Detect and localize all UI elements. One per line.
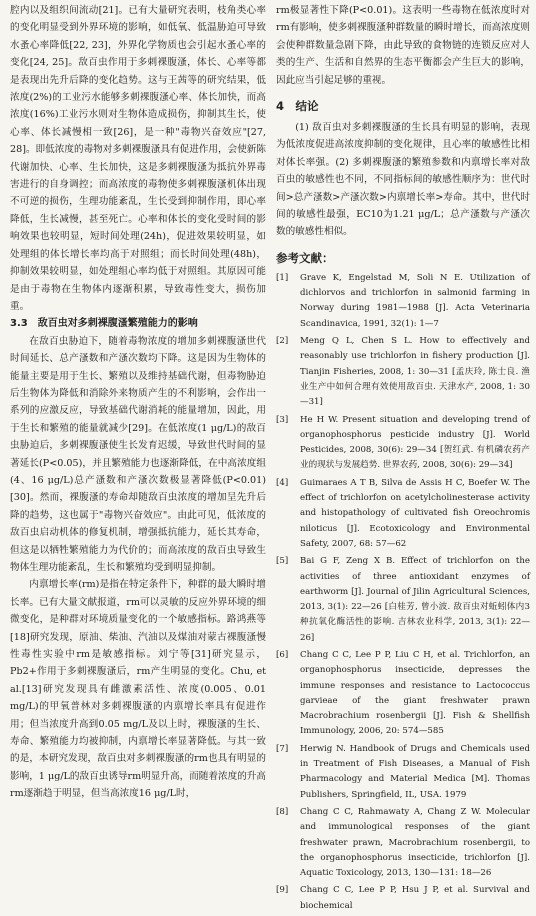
reference-text: Grave K, Engelstad M, Soli N E. Utilization of dichlorvos and trichlorfon in salmonid farming in Norway during 1981—1988 [J]. Acta Veterinaria Scandinavica, 1991, 32(1): 1—7 [300, 272, 530, 329]
references-heading: 参考文献： [276, 250, 334, 265]
left-column [10, 2, 266, 803]
reference-text: Guimaraes A T B, Silva de Assis H C, Boefer W. The effect of trichlorfon on acetylcholinesterase activity and histopathology of cultivated fish Oreochromis niloticus [J]. Ecotoxicology and Environmental Safety, 2007, 68: 57—62 [300, 477, 530, 549]
reference-number: [2] [276, 336, 289, 347]
reference-item [276, 554, 530, 646]
reference-number: [8] [276, 806, 289, 817]
discussion-paragraph-reproduction: 在敌百虫胁迫下，随着毒物浓度的增加多刺裸腹溞世代时间延长、总产溞数和产溞次数均下降。这是因为生物体的能量主要是用于生长、繁殖以及维持基础代谢，但毒物胁迫后生物体为降低和消除外来物质产生的不利影响，会作出一系列的应激反应，导致基础代谢消耗的能量增加，因此，用于生长和繁殖的能量就减少[29]。在低浓度(1 μg/L)的敌百虫胁迫后，多刺裸腹溞使生长发育迟缓，导致世代时间的显著延长(P<0.05)，并且繁殖能力也逐渐降低，在中高浓度组(4、16 μg/L)总产溞数和产溞次数极显著降低(P<0.01)[30]。然而，裸腹溞的寿命却随敌百虫浓度的增加呈先升后降的趋势，这也属于"毒物兴奋效应"。由此可见，低浓度的敌百虫启动机体的修复机制，增强抵抗能力，延长其寿命，但这是以牺牲繁殖能力为代价的；而高浓度的敌百虫导致生物体生理功能紊乱，生长和繁殖均受到明显抑制。 [10, 335, 266, 573]
reference-number: [1] [276, 272, 289, 283]
reference-number: [9] [276, 885, 289, 896]
reference-number: [3] [276, 414, 289, 425]
reference-number: [4] [276, 477, 289, 488]
reference-list [276, 271, 530, 914]
reference-item [276, 742, 530, 803]
reference-item [276, 413, 530, 474]
reference-text: Herwig N. Handbook of Drugs and Chemicals used in Treatment of Fish Diseases, a Manual of Fish Pharmacology and Material Medica [M]. Thomas Publishers, Springfield, IL, USA. 1979 [300, 743, 530, 800]
reference-item [276, 476, 530, 552]
discussion-paragraph-heart-rate: 腔内以及组织间流动[21]。已有大量研究表明，枝角类心率的变化明显受到外界环境的影响，如低氧、低温胁迫可导致水蚤心率降低[22, 23]，外界化学物质也会引起水蚤心率的变化[24, 25]。敌百虫作用于多刺裸腹溞，体长、心率等都是表现出先升后降的变化趋势。这与王茜等的研究结果，低浓度(2%)的工业污水能够多刺裸腹溞心率、体长加快，而高浓度(16%)工业污水则对生物体造成损伤，抑制其生长，使心率、体长减慢相一致[26]，是一种"毒物兴奋效应"[27, 28]。即低浓度的毒物对多刺裸腹溞具有促进作用，会使新陈代谢加快、心率、生长加快，这是多刺裸腹溞为抵抗外界毒害进行的自身调控；而高浓度的毒物使多刺裸腹溞机体出现不可逆的损伤，生理功能紊乱，生长受到抑制作用，即心率降低，生长减慢，甚至死亡。心率和体长的变化受时间的影响效果也较明显，短时间处理(24h)，促进效果较明显，如处理组的体长增长率均高于对照组；而长时间处理(48h)，抑制效果较明显，如处理组心率均低于对照组。其原因可能是由于毒物在生物体内逐渐积累，导致毒性变大，损伤加重。 [10, 5, 266, 312]
section-heading-reproduction: 3.3 敌百虫对多刺裸腹溞繁殖能力的影响 [10, 318, 198, 330]
reference-item [276, 271, 530, 332]
reference-item [276, 805, 530, 881]
reference-item [276, 883, 530, 914]
reference-text: Bai G F, Zeng X B. Effect of trichlorfon on the activities of three antioxidant enzymes of earthworm [J]. Journal of Jilin Agricultural Sciences, 2013, 3(1): 22—26 [白桂芳, 曾小波. 敌百虫对蚯蚓体内3种抗氧化酶活性的影响. 吉林农业科学, 2013, 3(1): 22—26] [300, 556, 530, 643]
reference-number: [6] [276, 650, 289, 660]
reference-number: [7] [276, 743, 289, 754]
conclusion-heading: 4 结论 [276, 99, 319, 114]
conclusion-paragraph: (1) 敌百虫对多刺裸腹溞的生长具有明显的影响，表现为低浓度促进高浓度抑制的变化规律，且心率的敏感性比相对体长率强。(2) 多刺裸腹溞的繁殖参数和内禀增长率对敌百虫的敏感性也不同，不同指标间的敏感性顺序为：世代时间>总产溞数>产溞次数>内禀增长率>寿命。其中，世代时间的敏感性最强，EC10为1.21 μg/L；总产溞数与产溞次数的敏感性相似。 [276, 122, 530, 238]
reference-item [276, 334, 530, 410]
discussion-paragraph-rm-continued: rm极显著性下降(P<0.01)。这表明一些毒物在低浓度时对rm有影响，使多刺裸腹溞种群数量的瞬时增长，而高浓度则会使种群数量急剧下降，由此导致的食物链的连锁反应对人类的生产、生活和自然界的生态平衡都会产生巨大的影响，因此应当引起足够的重视。 [276, 5, 530, 86]
discussion-paragraph-rm: 内禀增长率(rm)是指在特定条件下，种群的最大瞬时增长率。已有大量文献报道，rm可以灵敏的反应外界环境的细微变化，是种群对环境质量变化的一个敏感指标。路鸿燕等[18]研究发现，原油、柴油、汽油以及煤油对蒙古裸腹溞慢性毒性实验中rm是敏感指标。刘宁等[31]研究显示，Pb2+作用于多刺裸腹溞后，rm产生明显的变化。Chu, et al.[13]研究发现具有雌激素活性、浓度(0.005、0.01 mg/L)的甲氧普林对多刺裸腹溞的内禀增长率具有促进作用；但当浓度升高到0.05 mg/L及以上时，裸腹溞的生长、寿命、繁殖能力均被抑制，内禀增长率显著降低。与其一致的是，本研究发现，敌百虫对多刺裸腹溞的rm也具有明显的影响，1 μg/L的敌百虫诱导rm明显升高，而随着浓度的升高rm逐渐趋于明显，但当高浓度16 μg/L时， [10, 579, 266, 800]
reference-number: [5] [276, 556, 289, 567]
reference-item [276, 648, 530, 740]
right-column [276, 2, 530, 916]
reference-text: Chang C C, Rahmawaty A, Chang Z W. Molecular and immunological responses of the giant freshwater prawn, Macrobrachium rosenbergii, to the organophosphorus insecticide, trichlorfon [J]. Aquatic Toxicology, 2013, 130—131: 18—26 [300, 806, 530, 879]
reference-text: He H W. Present situation and developing trend of organophosphorus pesticide industry [J]. World Pesticides, 2008, 30(6): 29—34 [贺红武. 有机磷农药产业的现状与发展趋势. 世界农药, 2008, 30(6): 29—34] [300, 414, 530, 471]
reference-text: Chang C C, Lee P P, Liu C H, et al. Trichlorfon, an organophosphorus insecticide, depresses the immune responses and resistance to Lactococcus garvieae of the giant freshwater prawn Macrobrachium rosenbergii [J]. Fish & Shellfish Immunology, 2006, 20: 574—585 [300, 650, 530, 737]
reference-text: Chang C C, Lee P P, Hsu J P, et al. Survival and biochemical [300, 885, 530, 911]
reference-text: Meng Q L, Chen S L. How to effectively and reasonably use trichlorfon in fishery production [J]. Tianjin Fisheries, 2008, 1: 30—31 [孟庆玲, 陈士良. 渔业生产中如何合理有效使用敌百虫. 天津水产, 2008, 1: 30—31] [300, 336, 530, 408]
